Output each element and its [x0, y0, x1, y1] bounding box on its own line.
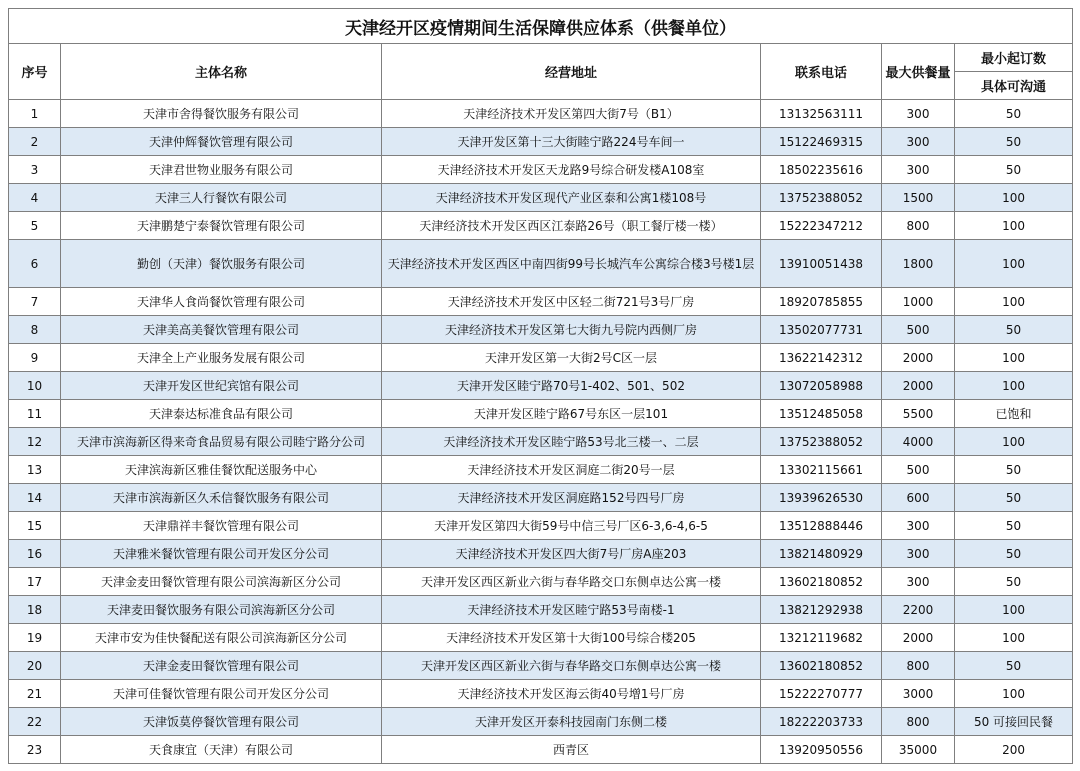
cell-capacity: 800 — [882, 212, 955, 240]
cell-no: 17 — [9, 568, 61, 596]
cell-min-order: 50 — [955, 568, 1073, 596]
cell-name: 天津市安为佳快餐配送有限公司滨海新区分公司 — [61, 624, 382, 652]
cell-no: 11 — [9, 400, 61, 428]
cell-address: 天津经济技术开发区洞庭二街20号一层 — [382, 456, 761, 484]
header-phone: 联系电话 — [761, 44, 882, 100]
cell-address: 天津经济技术开发区四大街7号厂房A座203 — [382, 540, 761, 568]
cell-capacity: 2200 — [882, 596, 955, 624]
cell-no: 8 — [9, 316, 61, 344]
cell-name: 天津市舍得餐饮服务有限公司 — [61, 100, 382, 128]
table-row — [9, 512, 1073, 540]
cell-address: 天津经济技术开发区洞庭路152号四号厂房 — [382, 484, 761, 512]
cell-name: 天津泰达标准食品有限公司 — [61, 400, 382, 428]
cell-capacity: 300 — [882, 568, 955, 596]
cell-phone: 13821292938 — [761, 596, 882, 624]
cell-address: 西青区 — [382, 736, 761, 764]
cell-address: 天津经济技术开发区第四大街7号（B1） — [382, 100, 761, 128]
cell-phone: 15222270777 — [761, 680, 882, 708]
cell-name: 天津全上产业服务发展有限公司 — [61, 344, 382, 372]
cell-capacity: 3000 — [882, 680, 955, 708]
table-row — [9, 484, 1073, 512]
cell-min-order: 50 — [955, 512, 1073, 540]
cell-address: 天津经济技术开发区海云街40号增1号厂房 — [382, 680, 761, 708]
cell-no: 2 — [9, 128, 61, 156]
cell-capacity: 2000 — [882, 624, 955, 652]
cell-phone: 13072058988 — [761, 372, 882, 400]
cell-phone: 15222347212 — [761, 212, 882, 240]
table-row — [9, 652, 1073, 680]
cell-phone: 13752388052 — [761, 184, 882, 212]
cell-no: 9 — [9, 344, 61, 372]
cell-min-order: 已饱和 — [955, 400, 1073, 428]
table-row — [9, 128, 1073, 156]
cell-capacity: 1800 — [882, 240, 955, 288]
supplier-table — [8, 8, 1073, 764]
table-row — [9, 708, 1073, 736]
table-row — [9, 156, 1073, 184]
cell-address: 天津开发区开泰科技园南门东侧二楼 — [382, 708, 761, 736]
cell-no: 12 — [9, 428, 61, 456]
cell-no: 15 — [9, 512, 61, 540]
cell-capacity: 300 — [882, 512, 955, 540]
table-row — [9, 212, 1073, 240]
table-row — [9, 456, 1073, 484]
table-body — [9, 100, 1073, 764]
cell-min-order: 100 — [955, 184, 1073, 212]
cell-min-order: 50 — [955, 156, 1073, 184]
cell-address: 天津开发区睦宁路70号1-402、501、502 — [382, 372, 761, 400]
cell-name: 天津开发区世纪宾馆有限公司 — [61, 372, 382, 400]
cell-name: 天津美高美餐饮管理有限公司 — [61, 316, 382, 344]
cell-min-order: 100 — [955, 372, 1073, 400]
cell-name: 天津可佳餐饮管理有限公司开发区分公司 — [61, 680, 382, 708]
table-row — [9, 184, 1073, 212]
table-row — [9, 568, 1073, 596]
cell-address: 天津开发区第十三大街睦宁路224号车间一 — [382, 128, 761, 156]
cell-name: 天津饭莫停餐饮管理有限公司 — [61, 708, 382, 736]
cell-phone: 13752388052 — [761, 428, 882, 456]
cell-min-order: 50 可接回民餐 — [955, 708, 1073, 736]
cell-capacity: 1500 — [882, 184, 955, 212]
cell-min-order: 50 — [955, 128, 1073, 156]
cell-name: 天津金麦田餐饮管理有限公司滨海新区分公司 — [61, 568, 382, 596]
cell-no: 16 — [9, 540, 61, 568]
cell-no: 10 — [9, 372, 61, 400]
cell-capacity: 300 — [882, 156, 955, 184]
cell-no: 18 — [9, 596, 61, 624]
cell-address: 天津开发区睦宁路67号东区一层101 — [382, 400, 761, 428]
cell-capacity: 35000 — [882, 736, 955, 764]
cell-address: 天津经济技术开发区第十大街100号综合楼205 — [382, 624, 761, 652]
cell-min-order: 200 — [955, 736, 1073, 764]
header-name: 主体名称 — [61, 44, 382, 100]
cell-address: 天津开发区西区新业六街与春华路交口东侧卓达公寓一楼 — [382, 568, 761, 596]
cell-phone: 18222203733 — [761, 708, 882, 736]
cell-address: 天津经济技术开发区西区江泰路26号（职工餐厅楼一楼） — [382, 212, 761, 240]
cell-phone: 13622142312 — [761, 344, 882, 372]
header-capacity: 最大供餐量 — [882, 44, 955, 100]
cell-phone: 13920950556 — [761, 736, 882, 764]
cell-phone: 13939626530 — [761, 484, 882, 512]
cell-name: 天津滨海新区雅佳餐饮配送服务中心 — [61, 456, 382, 484]
cell-address: 天津经济技术开发区第七大街九号院内西侧厂房 — [382, 316, 761, 344]
cell-name: 天津雅米餐饮管理有限公司开发区分公司 — [61, 540, 382, 568]
cell-min-order: 100 — [955, 344, 1073, 372]
cell-capacity: 1000 — [882, 288, 955, 316]
cell-no: 21 — [9, 680, 61, 708]
cell-no: 3 — [9, 156, 61, 184]
cell-name: 天津鹏楚宁泰餐饮管理有限公司 — [61, 212, 382, 240]
cell-name: 勤创（天津）餐饮服务有限公司 — [61, 240, 382, 288]
cell-min-order: 50 — [955, 540, 1073, 568]
cell-capacity: 800 — [882, 652, 955, 680]
cell-name: 天津金麦田餐饮管理有限公司 — [61, 652, 382, 680]
cell-no: 1 — [9, 100, 61, 128]
table-row — [9, 100, 1073, 128]
cell-address: 天津经济技术开发区西区中南四街99号长城汽车公寓综合楼3号楼1层 — [382, 240, 761, 288]
cell-address: 天津开发区第四大街59号中信三号厂区6-3,6-4,6-5 — [382, 512, 761, 540]
cell-no: 7 — [9, 288, 61, 316]
cell-name: 天津市滨海新区久禾信餐饮服务有限公司 — [61, 484, 382, 512]
cell-phone: 13512485058 — [761, 400, 882, 428]
cell-capacity: 2000 — [882, 372, 955, 400]
cell-min-order: 100 — [955, 624, 1073, 652]
cell-address: 天津经济技术开发区睦宁路53号北三楼一、二层 — [382, 428, 761, 456]
table-row — [9, 680, 1073, 708]
cell-phone: 13302115661 — [761, 456, 882, 484]
table-row — [9, 624, 1073, 652]
cell-min-order: 50 — [955, 100, 1073, 128]
table-row — [9, 316, 1073, 344]
cell-name: 天津麦田餐饮服务有限公司滨海新区分公司 — [61, 596, 382, 624]
header-negotiable: 具体可沟通 — [955, 72, 1073, 100]
cell-phone: 15122469315 — [761, 128, 882, 156]
cell-min-order: 50 — [955, 316, 1073, 344]
cell-phone: 13502077731 — [761, 316, 882, 344]
table-row — [9, 372, 1073, 400]
cell-min-order: 50 — [955, 652, 1073, 680]
cell-phone: 18920785855 — [761, 288, 882, 316]
cell-capacity: 600 — [882, 484, 955, 512]
table-row — [9, 240, 1073, 288]
cell-address: 天津经济技术开发区睦宁路53号南楼-1 — [382, 596, 761, 624]
table-row — [9, 288, 1073, 316]
header-address: 经营地址 — [382, 44, 761, 100]
header-min-order: 最小起订数 — [955, 44, 1073, 72]
cell-capacity: 300 — [882, 128, 955, 156]
cell-phone: 13602180852 — [761, 568, 882, 596]
cell-capacity: 4000 — [882, 428, 955, 456]
cell-phone: 13821480929 — [761, 540, 882, 568]
cell-no: 23 — [9, 736, 61, 764]
cell-no: 22 — [9, 708, 61, 736]
cell-address: 天津开发区第一大街2号C区一层 — [382, 344, 761, 372]
cell-name: 天食康宜（天津）有限公司 — [61, 736, 382, 764]
cell-phone: 13212119682 — [761, 624, 882, 652]
cell-name: 天津鼎祥丰餐饮管理有限公司 — [61, 512, 382, 540]
table-row — [9, 596, 1073, 624]
header-no: 序号 — [9, 44, 61, 100]
cell-min-order: 100 — [955, 428, 1073, 456]
cell-name: 天津君世物业服务有限公司 — [61, 156, 382, 184]
cell-address: 天津开发区西区新业六街与春华路交口东侧卓达公寓一楼 — [382, 652, 761, 680]
cell-address: 天津经济技术开发区现代产业区泰和公寓1楼108号 — [382, 184, 761, 212]
cell-capacity: 5500 — [882, 400, 955, 428]
cell-min-order: 100 — [955, 288, 1073, 316]
cell-no: 4 — [9, 184, 61, 212]
table-row — [9, 736, 1073, 764]
cell-capacity: 500 — [882, 456, 955, 484]
cell-no: 19 — [9, 624, 61, 652]
cell-address: 天津经济技术开发区天龙路9号综合研发楼A108室 — [382, 156, 761, 184]
cell-no: 20 — [9, 652, 61, 680]
cell-capacity: 2000 — [882, 344, 955, 372]
cell-min-order: 50 — [955, 484, 1073, 512]
cell-min-order: 100 — [955, 212, 1073, 240]
cell-phone: 13132563111 — [761, 100, 882, 128]
cell-capacity: 300 — [882, 540, 955, 568]
cell-no: 5 — [9, 212, 61, 240]
cell-phone: 13602180852 — [761, 652, 882, 680]
cell-min-order: 50 — [955, 456, 1073, 484]
cell-capacity: 500 — [882, 316, 955, 344]
cell-phone: 13512888446 — [761, 512, 882, 540]
cell-min-order: 100 — [955, 240, 1073, 288]
supplier-table-container — [8, 8, 1072, 764]
cell-name: 天津仲辉餐饮管理有限公司 — [61, 128, 382, 156]
cell-capacity: 300 — [882, 100, 955, 128]
table-row — [9, 344, 1073, 372]
cell-no: 14 — [9, 484, 61, 512]
cell-name: 天津三人行餐饮有限公司 — [61, 184, 382, 212]
cell-min-order: 100 — [955, 680, 1073, 708]
cell-capacity: 800 — [882, 708, 955, 736]
table-row — [9, 540, 1073, 568]
table-row — [9, 428, 1073, 456]
cell-no: 13 — [9, 456, 61, 484]
cell-no: 6 — [9, 240, 61, 288]
cell-phone: 13910051438 — [761, 240, 882, 288]
cell-name: 天津市滨海新区得来奇食品贸易有限公司睦宁路分公司 — [61, 428, 382, 456]
cell-phone: 18502235616 — [761, 156, 882, 184]
cell-min-order: 100 — [955, 596, 1073, 624]
cell-name: 天津华人食尚餐饮管理有限公司 — [61, 288, 382, 316]
table-title: 天津经开区疫情期间生活保障供应体系（供餐单位） — [9, 9, 1073, 44]
table-row — [9, 400, 1073, 428]
cell-address: 天津经济技术开发区中区轻二街721号3号厂房 — [382, 288, 761, 316]
